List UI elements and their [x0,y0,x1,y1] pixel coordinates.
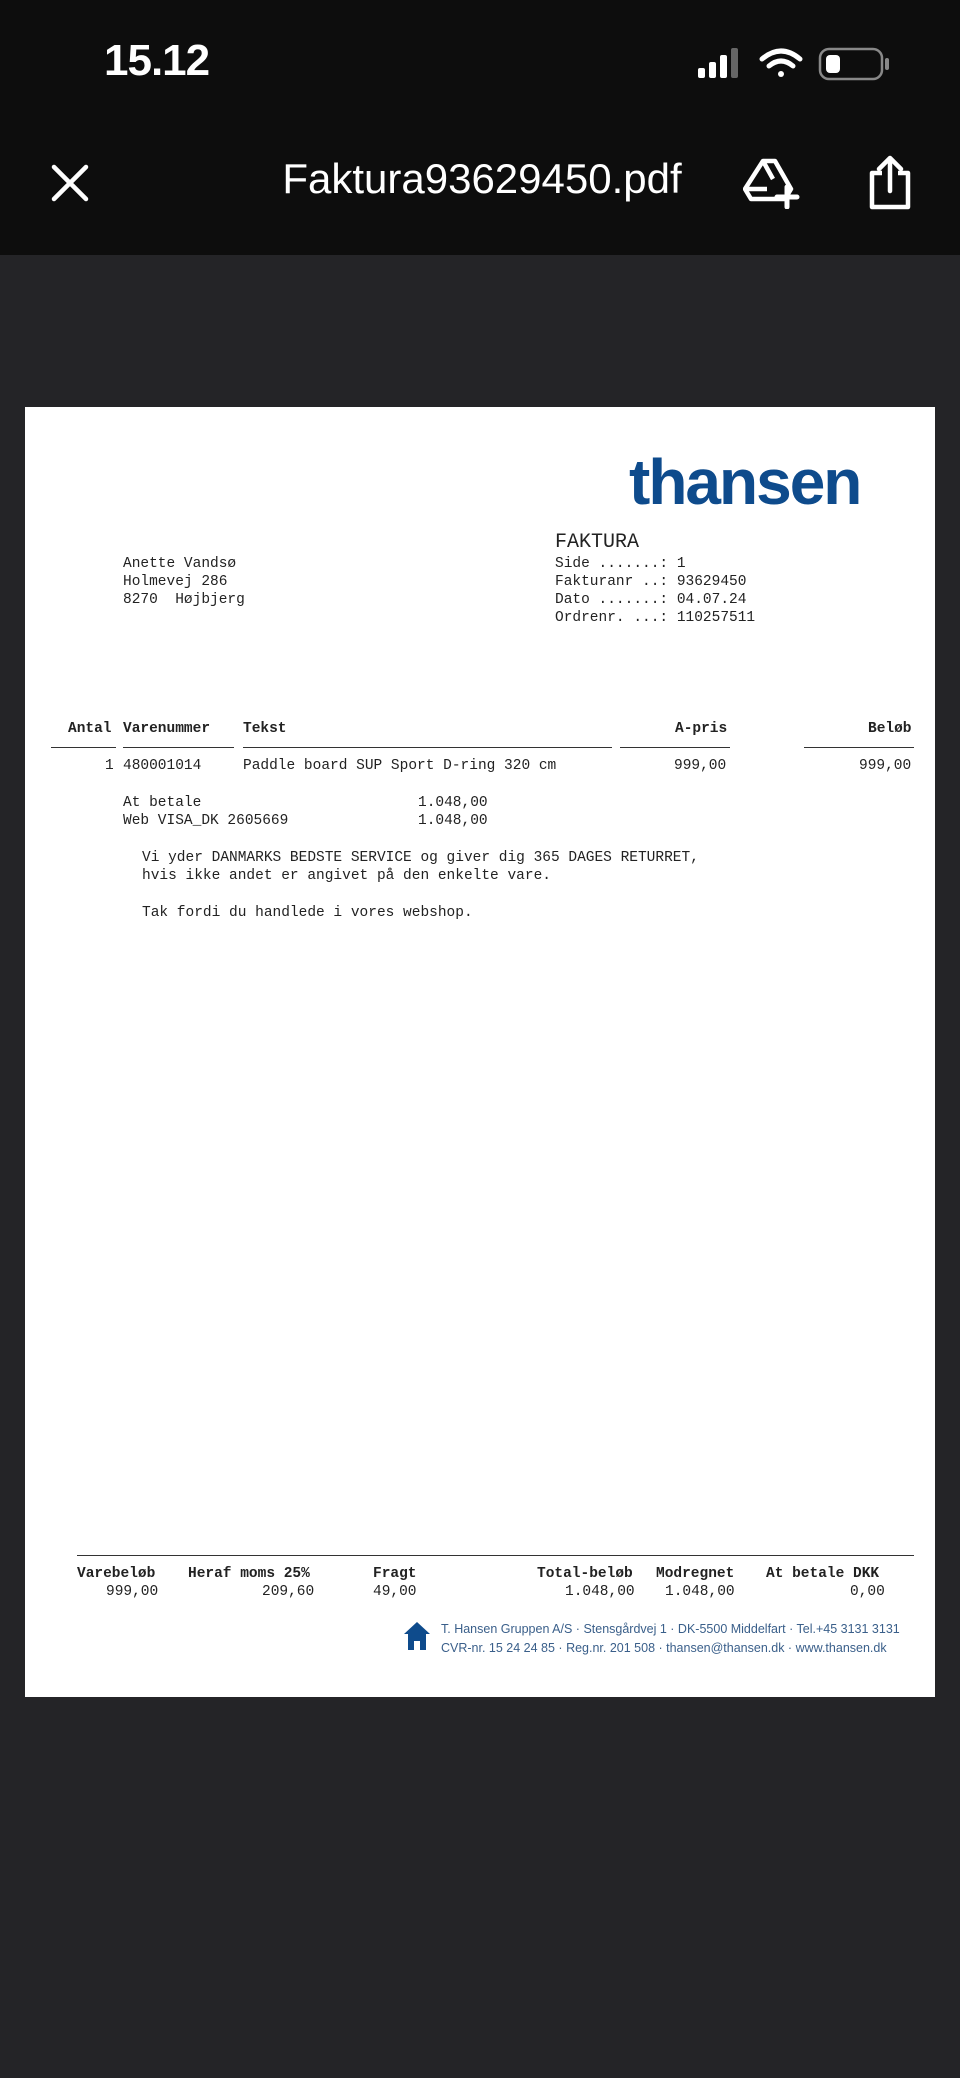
col-apris: A-pris [675,721,728,737]
rule-antal [51,747,116,748]
totals-rule [77,1555,914,1556]
add-to-drive-button[interactable] [740,151,804,215]
row-tekst: Paddle board SUP Sport D-ring 320 cm [243,758,557,774]
totals-moms-label: Heraf moms 25% [188,1566,310,1582]
nav-bar [0,125,960,255]
company-address: T. Hansen Gruppen A/S · Stensgårdvej 1 · DK-5500 Middelfart · Tel.+45 3131 3131 [441,1622,900,1636]
share-icon [866,155,914,211]
service-message-2: hvis ikke andet er angivet på den enkelte vare. [142,868,551,884]
totals-atbetale-label: At betale DKK [766,1566,880,1582]
rule-belob [804,747,914,748]
totals-fragt-label: Fragt [373,1566,417,1582]
customer-street: Holmevej 286 [123,574,228,590]
status-icons [696,46,896,82]
row-belob: 999,00 [859,758,912,774]
totals-modregnet: 1.048,00 [665,1584,735,1600]
row-apris: 999,00 [674,758,727,774]
status-time: 15.12 [104,36,210,85]
totals-moms: 209,60 [262,1584,315,1600]
company-registration: CVR-nr. 15 24 24 85 · Reg.nr. 201 508 · thansen@thansen.dk · www.thansen.dk [441,1641,887,1655]
payment-method: Web VISA_DK 2605669 [123,813,289,829]
totals-varebelob: 999,00 [106,1584,159,1600]
meta-dato: Dato .......: 04.07.24 [555,592,747,608]
rule-apris [620,747,730,748]
totals-atbetale: 0,00 [850,1584,885,1600]
signal-icon [698,48,738,78]
totals-total-label: Total-beløb [537,1566,633,1582]
wifi-icon [762,51,800,77]
meta-ordrenr: Ordrenr. ...: 110257511 [555,610,756,626]
totals-total: 1.048,00 [565,1584,635,1600]
col-tekst: Tekst [243,721,287,737]
payment-label: At betale [123,795,202,811]
rule-varenummer [123,747,234,748]
thansen-logo: thansen [629,446,861,518]
invoice-title: FAKTURA [555,531,640,554]
house-logo-icon [403,1621,431,1651]
company-info [441,1620,900,1658]
customer-city: 8270 Højbjerg [123,592,245,608]
col-varenummer: Varenummer [123,721,211,737]
meta-side: Side .......: 1 [555,556,686,572]
customer-name: Anette Vandsø [123,556,237,572]
rule-tekst [243,747,612,748]
payment-amount: 1.048,00 [418,795,488,811]
thanks-message: Tak fordi du handlede i vores webshop. [142,905,473,921]
document-title: Faktura93629450.pdf [282,155,682,202]
meta-fakturanr: Fakturanr ..: 93629450 [555,574,747,590]
service-message-1: Vi yder DANMARKS BEDSTE SERVICE og giver dig 365 DAGES RETURRET, [142,850,699,866]
row-antal: 1 [105,758,114,774]
payment-method-amount: 1.048,00 [418,813,488,829]
drive-add-icon [743,157,801,209]
totals-fragt: 49,00 [373,1584,417,1600]
status-bar [0,0,960,125]
share-button[interactable] [858,151,922,215]
totals-varebelob-label: Varebeløb [77,1566,156,1582]
col-belob: Beløb [868,721,912,737]
totals-modregnet-label: Modregnet [656,1566,735,1582]
battery-icon [820,49,889,79]
row-varenummer: 480001014 [123,758,202,774]
col-antal: Antal [68,721,112,737]
pdf-page [25,407,935,1697]
